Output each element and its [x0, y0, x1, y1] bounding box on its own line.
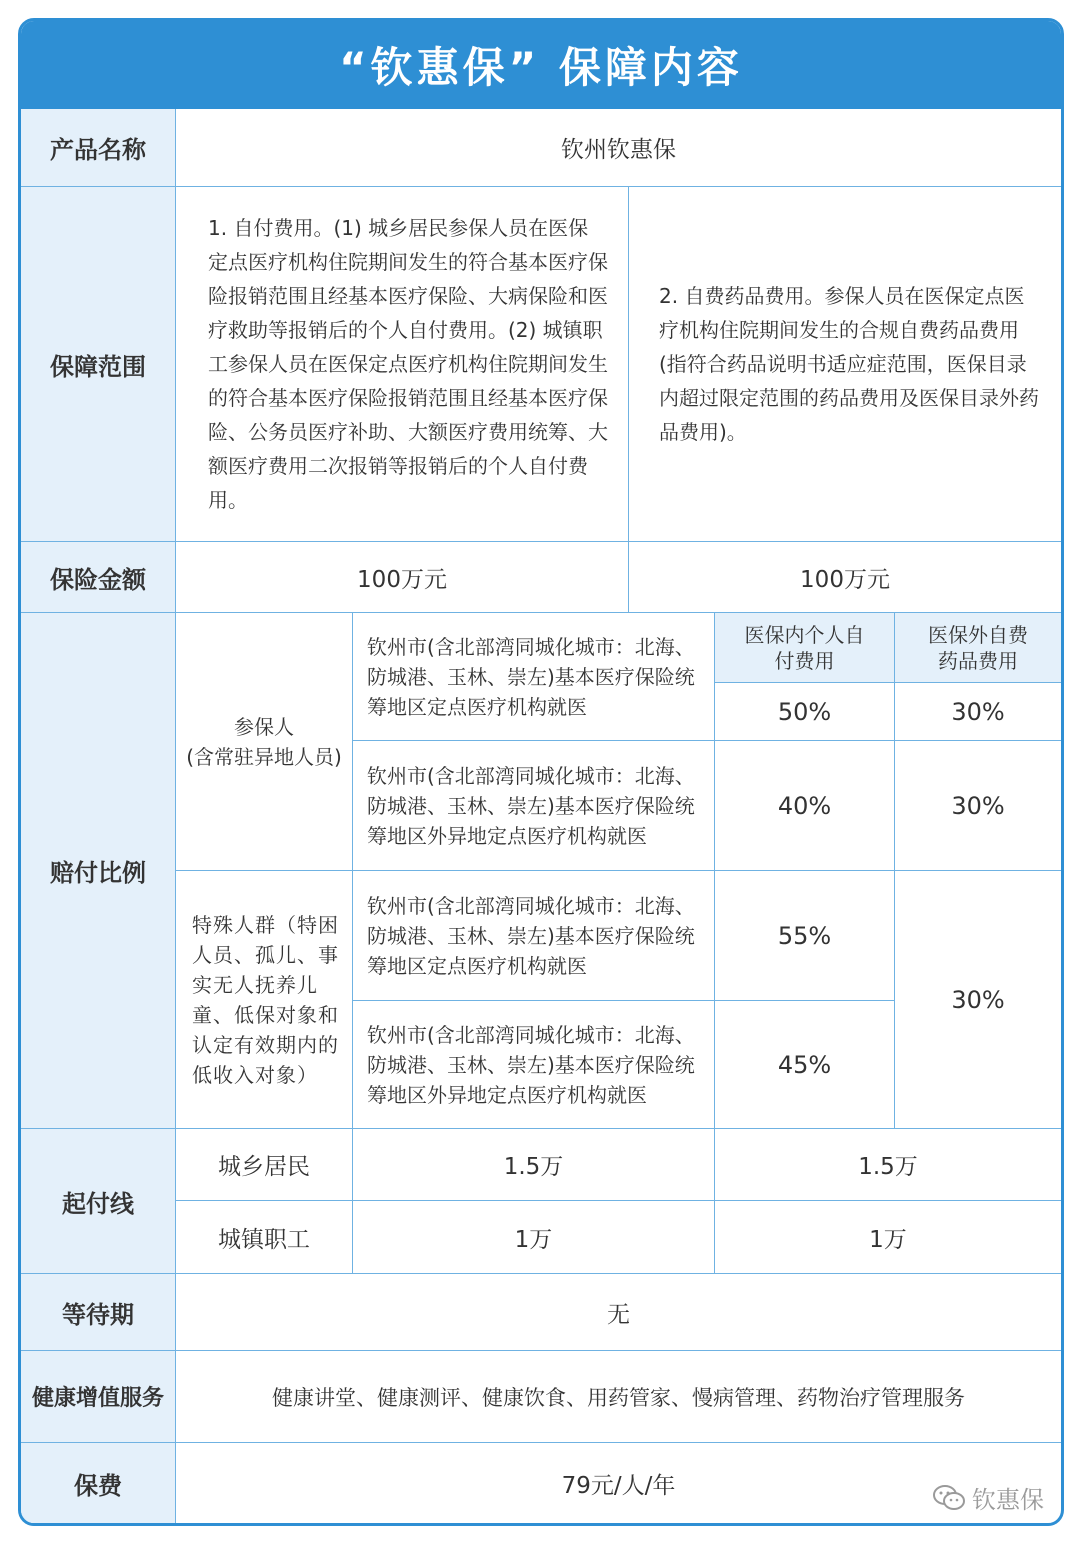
page-title: “钦惠保” 保障内容 — [21, 21, 1061, 109]
watermark-text: 钦惠保 — [972, 1486, 1044, 1514]
amount-value-2: 100万元 — [629, 542, 1061, 613]
wechat-icon — [932, 1484, 966, 1512]
deductible-value: 1万 — [353, 1201, 715, 1274]
ratio-col-header-2: 医保外自费药品费用 — [895, 613, 1061, 683]
deductible-label: 起付线 — [21, 1129, 176, 1274]
ratio-location-text: 钦州市(含北部湾同城化城市：北海、防城港、玉林、崇左)基本医疗保险统筹地区外异地定点医疗机构就医 — [367, 763, 695, 848]
scope-item-1-text: 1. 自付费用。(1) 城乡居民参保人员在医保定点医疗机构住院期间发生的符合基本医疗保险报销范围且经基本医疗保险、大病保险和医疗救助等报销后的个人自付费用。(2) 城镇职工参保人员在医保定点医疗机构住院期间发生的符合基本医疗保险报销范围且经基本医疗保险、公务员医疗补助、大额医疗费用统筹、大额医疗费用二次报销等报销后的个人自付费用。 — [208, 216, 608, 512]
deductible-value: 1.5万 — [715, 1129, 1061, 1201]
ratio-value: 30% — [895, 683, 1061, 741]
premium-label: 保费 — [21, 1443, 176, 1523]
ratio-label: 赔付比例 — [21, 613, 176, 1129]
deductible-row-name: 城镇职工 — [176, 1201, 353, 1274]
ratio-value: 50% — [715, 683, 895, 741]
amount-label: 保险金额 — [21, 542, 176, 613]
ratio-location-text: 钦州市(含北部湾同城化城市：北海、防城港、玉林、崇左)基本医疗保险统筹地区外异地定点医疗机构就医 — [367, 1022, 695, 1107]
scope-item-1 — [176, 187, 629, 542]
ratio-group-special-text: 特殊人群（特困人员、孤儿、事实无人抚养儿童、低保对象和认定有效期内的低收入对象） — [192, 912, 339, 1087]
ratio-value: 30% — [895, 741, 1061, 871]
services-value: 健康讲堂、健康测评、健康饮食、用药管家、慢病管理、药物治疗管理服务 — [176, 1351, 1061, 1443]
deductible-row-name: 城乡居民 — [176, 1129, 353, 1201]
coverage-table — [18, 18, 1064, 1526]
product-value: 钦州钦惠保 — [176, 109, 1061, 187]
ratio-location-text: 钦州市(含北部湾同城化城市：北海、防城港、玉林、崇左)基本医疗保险统筹地区定点医疗机构就医 — [367, 634, 695, 719]
product-label: 产品名称 — [21, 109, 176, 187]
ratio-location-text: 钦州市(含北部湾同城化城市：北海、防城港、玉林、崇左)基本医疗保险统筹地区定点医疗机构就医 — [367, 893, 695, 978]
ratio-value: 30% — [895, 871, 1061, 1129]
watermark — [932, 1480, 1044, 1515]
ratio-value: 45% — [715, 1001, 895, 1129]
ratio-group-insured: 参保人 (含常驻异地人员) — [176, 613, 353, 871]
ratio-location-remote-2 — [353, 1001, 715, 1129]
amount-value-1: 100万元 — [176, 542, 629, 613]
ratio-group-special — [176, 871, 353, 1129]
deductible-value: 1万 — [715, 1201, 1061, 1274]
scope-item-2-text: 2. 自费药品费用。参保人员在医保定点医疗机构住院期间发生的合规自费药品费用(指符合药品说明书适应症范围，医保目录内超过限定范围的药品费用及医保目录外药品费用)。 — [659, 284, 1039, 444]
ratio-location-local-1 — [353, 613, 715, 741]
ratio-location-local-2 — [353, 871, 715, 1001]
ratio-value: 55% — [715, 871, 895, 1001]
ratio-location-remote-1 — [353, 741, 715, 871]
waiting-value: 无 — [176, 1274, 1061, 1351]
waiting-label: 等待期 — [21, 1274, 176, 1351]
ratio-col-header-1: 医保内个人自付费用 — [715, 613, 895, 683]
premium-value: 79元/人/年 — [561, 1472, 676, 1499]
scope-item-2 — [629, 187, 1061, 542]
scope-label: 保障范围 — [21, 187, 176, 542]
ratio-value: 40% — [715, 741, 895, 871]
services-label: 健康增值服务 — [21, 1351, 176, 1443]
deductible-value: 1.5万 — [353, 1129, 715, 1201]
